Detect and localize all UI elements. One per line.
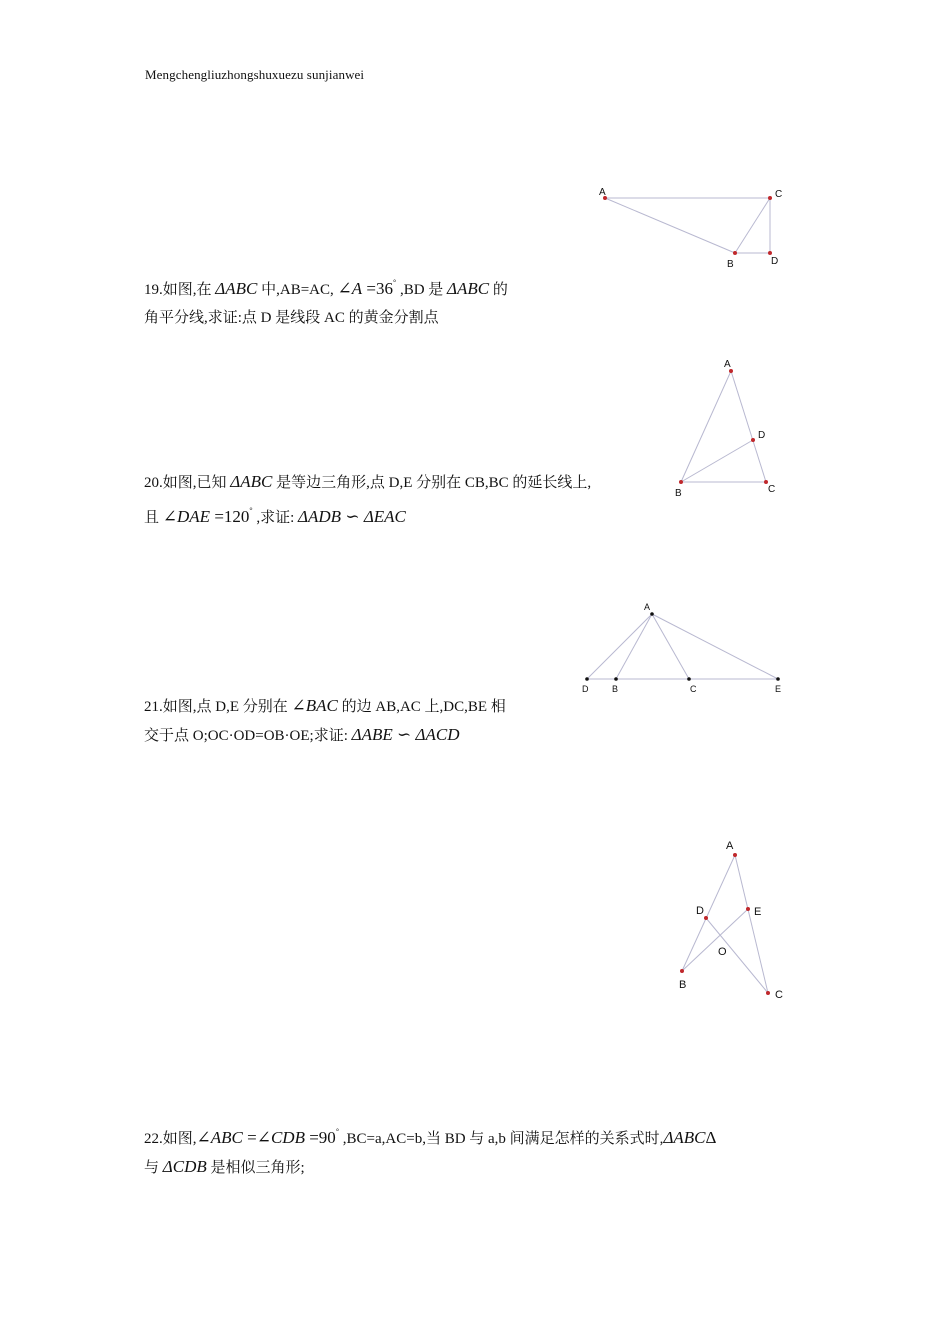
segment-bd bbox=[681, 440, 753, 482]
point-d bbox=[768, 251, 772, 255]
figure-problem-21 bbox=[575, 598, 790, 698]
label-e: E bbox=[754, 906, 762, 918]
segment-ab bbox=[681, 371, 731, 482]
point-c bbox=[766, 991, 770, 995]
label-d: D bbox=[582, 684, 589, 694]
point-d bbox=[751, 438, 755, 442]
point-a bbox=[650, 612, 654, 616]
point-e bbox=[746, 907, 750, 911]
label-c: C bbox=[775, 189, 783, 200]
point-a bbox=[733, 853, 737, 857]
problem-20-line-1: 20.如图,已知 ΔABC 是等边三角形,点 D,E 分别在 CB,BC 的延长线上, bbox=[144, 472, 592, 491]
label-d: D bbox=[696, 905, 704, 917]
label-d: D bbox=[771, 256, 779, 267]
figure-problem-20 bbox=[670, 355, 785, 500]
point-b bbox=[680, 969, 684, 973]
point-d bbox=[585, 677, 589, 681]
label-a: A bbox=[644, 602, 651, 612]
segment-ad bbox=[587, 614, 652, 679]
segment-ab bbox=[605, 198, 735, 253]
page-header: Mengchengliuzhongshuxuezu sunjianwei bbox=[145, 67, 365, 82]
point-b bbox=[679, 480, 683, 484]
problem-21 bbox=[144, 692, 506, 750]
label-a: A bbox=[726, 840, 734, 852]
label-o: O bbox=[718, 946, 727, 958]
label-b: B bbox=[679, 979, 687, 991]
label-b: B bbox=[612, 684, 619, 694]
problem-20-line-2: 且 ∠DAE =120° ,求证: ΔADB ∽ ΔEAC bbox=[144, 506, 406, 526]
problem-20 bbox=[144, 468, 591, 532]
label-e: E bbox=[775, 684, 782, 694]
label-a: A bbox=[724, 359, 731, 370]
label-c: C bbox=[775, 989, 783, 1001]
segment-be bbox=[682, 909, 748, 971]
segment-ab bbox=[682, 855, 735, 971]
problem-19-line-2: 角平分线,求证:点 D 是线段 AC 的黄金分割点 bbox=[144, 310, 439, 326]
point-d bbox=[704, 916, 708, 920]
point-c bbox=[768, 196, 772, 200]
figure-problem-22 bbox=[670, 835, 795, 1005]
problem-21-line-1: 21.如图,点 D,E 分别在 ∠BAC 的边 AB,AC 上,DC,BE 相 bbox=[144, 696, 506, 715]
label-d: D bbox=[758, 430, 766, 441]
figure-problem-19 bbox=[590, 180, 790, 270]
label-a: A bbox=[599, 187, 606, 198]
point-c bbox=[687, 677, 691, 681]
point-e bbox=[776, 677, 780, 681]
segment-ab bbox=[616, 614, 652, 679]
problem-19 bbox=[144, 269, 508, 332]
segment-ac bbox=[731, 371, 766, 482]
point-b bbox=[614, 677, 618, 681]
problem-22 bbox=[144, 1118, 716, 1182]
segment-bc bbox=[735, 198, 770, 253]
point-b bbox=[733, 251, 737, 255]
label-c: C bbox=[768, 484, 776, 495]
label-c: C bbox=[690, 684, 697, 694]
label-b: B bbox=[675, 488, 682, 499]
problem-19-line-1: 19.如图,在 ΔABC 中,AB=AC, ∠A =36° ,BD 是 ΔABC 的 bbox=[144, 278, 508, 298]
label-b: B bbox=[727, 259, 734, 270]
problem-22-line-2: 与 ΔCDB 是相似三角形; bbox=[144, 1157, 305, 1176]
problem-22-line-1: 22.如图,∠ABC =∠CDB =90° ,BC=a,AC=b,当 BD 与 a,b 间满足怎样的关系式时,ΔABCΔ bbox=[144, 1127, 717, 1147]
problem-21-line-2: 交于点 O;OC·OD=OB·OE;求证: ΔABE ∽ ΔACD bbox=[144, 725, 460, 744]
